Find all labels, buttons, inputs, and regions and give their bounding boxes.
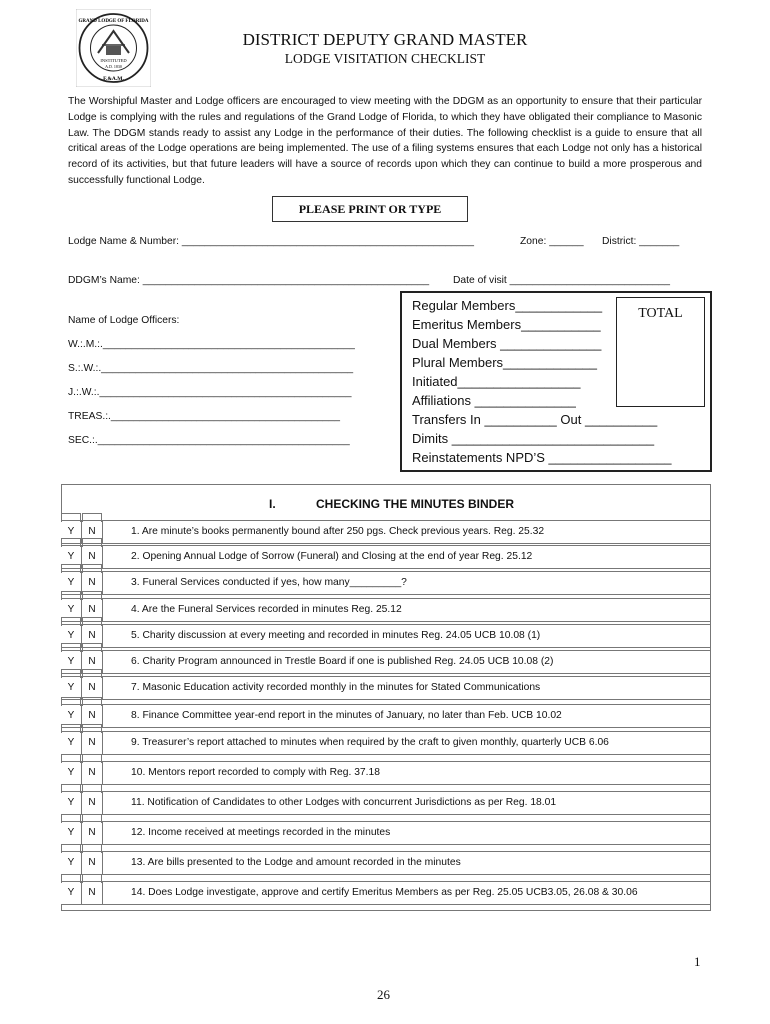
checklist-item-text: 14. Does Lodge investigate, approve and certify Emeritus Members as per Reg. 25.05 UCB3.05, 26.08 & 30.06: [131, 887, 638, 898]
no-checkbox[interactable]: N: [82, 572, 103, 594]
plural-members-field[interactable]: Plural Members_____________: [412, 355, 598, 370]
initiated-field[interactable]: Initiated_________________: [412, 374, 581, 389]
checklist-item-text: 11. Notification of Candidates to other Lodges with concurrent Jurisdictions as per Reg. 18.01: [131, 797, 557, 808]
dual-members-field[interactable]: Dual Members ______________: [412, 336, 602, 351]
checklist-row: [61, 761, 710, 785]
checklist-row: [61, 650, 710, 674]
yes-checkbox[interactable]: Y: [61, 546, 82, 568]
emeritus-members-field[interactable]: Emeritus Members___________: [412, 317, 601, 332]
yes-checkbox[interactable]: Y: [61, 572, 82, 594]
checklist-row: [61, 571, 710, 595]
no-checkbox[interactable]: N: [82, 651, 103, 673]
page-subtitle: LODGE VISITATION CHECKLIST: [284, 51, 486, 66]
yes-checkbox[interactable]: Y: [61, 822, 82, 844]
regular-members-field[interactable]: Regular Members____________: [412, 298, 603, 313]
officers-label: Name of Lodge Officers:: [68, 315, 180, 326]
checklist-item-text: 2. Opening Annual Lodge of Sorrow (Funeral) and Closing at the end of year Reg. 25.12: [131, 551, 533, 562]
yes-checkbox[interactable]: Y: [61, 882, 82, 904]
checklist-row: [61, 881, 710, 905]
checklist-item-text: 1. Are minute’s books permanently bound after 250 pgs. Check previous years. Reg. 25.32: [131, 526, 545, 537]
senior-warden-field[interactable]: S.:.W.:.____________________________________________: [68, 363, 354, 374]
checklist-item-text: 5. Charity discussion at every meeting and recorded in minutes Reg. 24.05 UCB 10.08 (1): [131, 630, 541, 641]
no-checkbox[interactable]: N: [82, 546, 103, 568]
checklist-row: [61, 676, 710, 700]
checklist-row: [61, 791, 710, 815]
section-number: I.: [269, 497, 276, 511]
checklist-row: [61, 704, 710, 728]
intro-paragraph: The Worshipful Master and Lodge officers are encouraged to view meeting with the DDGM as an opportunity to ensure that their particular Lodge is complying with the rules and regulations of the Grand Lodge of Florida, to which they have obligated their compliance to Masonic Law. The DDGM stands ready to assist any Lodge in the performance of their duties. The following checklist is a guide to ensure that all critical areas of the Lodge operations are being implemented. The use of a filing systems ensures that each Lodge not only has a historical record of its activities, but that future leaders will have a source of records upon which they can continue to build a more prosperous and successfully functional Lodge.: [68, 96, 702, 186]
no-checkbox[interactable]: N: [82, 792, 103, 814]
checklist-row: [61, 851, 710, 875]
junior-warden-field[interactable]: J.:.W.:.____________________________________________: [68, 387, 352, 398]
treasurer-field[interactable]: TREAS.:.________________________________________: [68, 411, 340, 422]
section-title: CHECKING THE MINUTES BINDER: [316, 497, 515, 511]
yes-checkbox[interactable]: Y: [61, 677, 82, 699]
yes-checkbox[interactable]: Y: [61, 599, 82, 621]
checklist-row: [61, 731, 710, 755]
checklist-item-text: 4. Are the Funeral Services recorded in minutes Reg. 25.12: [131, 604, 402, 615]
no-checkbox[interactable]: N: [82, 762, 103, 784]
yes-checkbox[interactable]: Y: [61, 852, 82, 874]
seal-text-top: GRAND LODGE OF FLORIDA: [78, 19, 149, 24]
zone-field[interactable]: Zone: ______: [520, 236, 584, 247]
checklist-row: [61, 624, 710, 648]
yes-checkbox[interactable]: Y: [61, 625, 82, 647]
page-number: 1: [694, 954, 701, 969]
no-checkbox[interactable]: N: [82, 599, 103, 621]
no-checkbox[interactable]: N: [82, 625, 103, 647]
no-checkbox[interactable]: N: [82, 521, 103, 543]
reinstatements-field[interactable]: Reinstatements NPD’S _________________: [412, 450, 672, 465]
checklist-row: [61, 598, 710, 622]
yes-checkbox[interactable]: Y: [61, 732, 82, 754]
checklist-item-text: 9. Treasurer’s report attached to minutes when required by the craft to given monthly, quarterly UCB 6.06: [131, 737, 609, 748]
page-title: DISTRICT DEPUTY GRAND MASTER: [242, 30, 528, 49]
total-box[interactable]: [616, 297, 705, 407]
date-of-visit-field[interactable]: Date of visit ____________________________: [453, 275, 670, 286]
secretary-field[interactable]: SEC.:.____________________________________________: [68, 435, 350, 446]
no-checkbox[interactable]: N: [82, 732, 103, 754]
seal-text-instituted: INSTITUTED: [100, 58, 127, 63]
checklist-item-text: 6. Charity Program announced in Trestle Board if one is published Reg. 24.05 UCB 10.08 (2): [131, 656, 554, 667]
dimits-field[interactable]: Dimits ____________________________: [412, 431, 655, 446]
no-checkbox[interactable]: N: [82, 677, 103, 699]
checklist-item-text: 7. Masonic Education activity recorded monthly in the minutes for Stated Communications: [131, 682, 541, 693]
seal-text-year: A.D. 1830: [105, 64, 122, 69]
checklist-item-text: 10. Mentors report recorded to comply with Reg. 37.18: [131, 767, 380, 778]
no-checkbox[interactable]: N: [82, 882, 103, 904]
checklist-item-text: 3. Funeral Services conducted if yes, how many_________?: [131, 577, 407, 588]
yes-checkbox[interactable]: Y: [61, 651, 82, 673]
yes-checkbox[interactable]: Y: [61, 521, 82, 543]
checklist-row: [61, 821, 710, 845]
worshipful-master-field[interactable]: W.:.M.:.____________________________________________: [68, 339, 355, 350]
checklist-row: [61, 545, 710, 569]
yes-checkbox[interactable]: Y: [61, 705, 82, 727]
checklist-item-text: 13. Are bills presented to the Lodge and amount recorded in the minutes: [131, 857, 461, 868]
no-checkbox[interactable]: N: [82, 852, 103, 874]
ddgm-name-field[interactable]: DDGM’s Name: __________________________________________________: [68, 275, 430, 286]
no-checkbox[interactable]: N: [82, 822, 103, 844]
seal-text-bottom: F.&A.M.: [103, 76, 124, 82]
lodge-name-field[interactable]: Lodge Name & Number: ___________________________________________________: [68, 236, 474, 247]
checklist-item-text: 8. Finance Committee year-end report in the minutes of January, no later than Feb. UCB 10.02: [131, 710, 562, 721]
print-notice: PLEASE PRINT OR TYPE: [272, 196, 468, 222]
no-checkbox[interactable]: N: [82, 705, 103, 727]
checklist-row: [61, 520, 710, 544]
yes-checkbox[interactable]: Y: [61, 792, 82, 814]
checklist-item-text: 12. Income received at meetings recorded in the minutes: [131, 827, 391, 838]
document-page: 26: [377, 987, 390, 1002]
affiliations-field[interactable]: Affiliations ______________: [412, 393, 576, 408]
yes-checkbox[interactable]: Y: [61, 762, 82, 784]
district-field[interactable]: District: _______: [602, 236, 680, 247]
transfers-field[interactable]: Transfers In __________ Out __________: [412, 412, 658, 427]
total-label: TOTAL: [638, 306, 683, 321]
